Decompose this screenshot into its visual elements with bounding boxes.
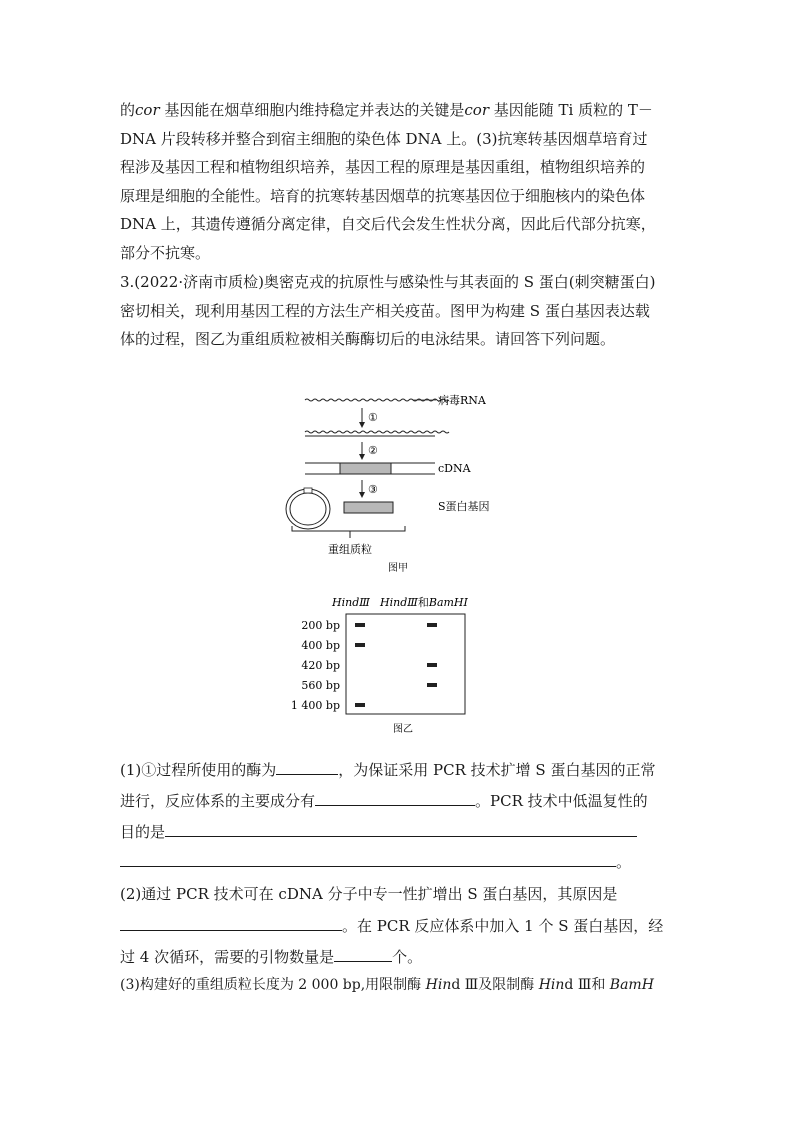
s-gene-segment-in-cdna [340,463,391,474]
lane-2-band-560bp [427,683,437,687]
q1-line-2 [120,789,648,811]
viral-rna-label: 病毒RNA [438,394,486,407]
lane-1-band-1400bp [355,703,365,707]
q1-enzyme-blank[interactable] [276,758,338,775]
step-3-marker: ③ [368,483,378,496]
q2-line-3 [120,945,422,967]
q1-text: 目的是 [120,823,166,841]
cor-gene-term: cor [135,101,160,119]
q2-text: 个。 [392,948,423,966]
q1-components-blank[interactable] [315,789,475,806]
lane-2-band-200bp [427,623,437,627]
hindiii-term: Hin [538,977,565,993]
figure-jia-caption: 图甲 [388,563,408,574]
q1-annealing-purpose-blank[interactable] [165,820,637,837]
paragraph-line-3: 程涉及基因工程和植物组织培养，基因工程的原理是基因重组，植物组织培养的 [120,158,646,177]
paragraph-line-1 [120,96,680,125]
cor-gene-term: cor [464,101,490,119]
q2-line-1 [120,883,617,904]
size-marker-labels [291,619,340,712]
paragraph-line-2: DNA 片段转移并整合到宿主细胞的染色体 DNA 上。(3)抗寒转基因烟草培育过 [120,129,648,148]
text-segment: 基因能随 Ti 质粒的 T－ [489,101,653,119]
bamh-term: BamH [609,977,654,993]
size-marker-label: 200 bp [301,619,340,632]
lane-2-header: HindⅢ和BamHⅠ [380,596,468,609]
q2-line-2 [120,914,663,936]
q1-line-3 [120,820,637,842]
arrow-head-icon [359,454,365,460]
question-3-stem [120,268,680,354]
q1-text: (1)①过程所使用的酶为 [120,761,277,779]
figure-yi-caption: 图乙 [393,724,413,735]
lane-1-band-400bp [355,643,365,647]
paragraph-line-4: 原理是细胞的全能性。培育的抗寒转基因烟草的抗寒基因位于细胞核内的染色体 [120,186,646,205]
hindiii-term: Hin [425,977,452,993]
q3-text: d Ⅲ和 [564,977,610,993]
question-stem-line-3: 体的过程，图乙为重组质粒被相关酶酶切后的电泳结果。请回答下列问题。 [120,330,616,349]
q1-text: ，为保证采用 PCR 技术扩增 S 蛋白基因的正常 [338,761,656,779]
text-segment: 的 [120,101,136,119]
paragraph-line-6: 部分不抗寒。 [120,243,211,262]
q2-primer-count-blank[interactable] [334,945,392,962]
figure-jia [270,388,550,578]
cdna-label: cDNA [438,462,471,475]
lane-1-header: HindⅢ [332,596,370,609]
figure-yi-electrophoresis [270,592,510,742]
answer-explanation-paragraph [120,96,680,268]
q1-text: 。PCR 技术中低温复性的 [475,792,648,810]
lane-1-band-200bp [355,623,365,627]
q3-text: (3)构建好的重组质粒长度为 2 000 bp,用限制酶 [120,977,426,993]
q2-text: 。在 PCR 反应体系中加入 1 个 S 蛋白基因，经 [342,917,664,935]
q1-text: 。 [616,853,632,871]
q1-annealing-purpose-blank-cont[interactable] [120,850,616,867]
arrow-head-icon [359,492,365,498]
q3-text: d Ⅲ及限制酶 [451,977,539,993]
q1-text: 进行，反应体系的主要成分有 [120,792,316,810]
question-stem-line-1: 3.(2022·济南市质检)奥密克戎的抗原性与感染性与其表面的 S 蛋白(刺突糖蛋白) [120,273,656,291]
rna-strand-hybrid [305,431,449,433]
arrow-head-icon [359,422,365,428]
text-segment: 基因能在烟草细胞内维持稳定并表达的关键是 [159,101,465,119]
plasmid-ring-outer [286,489,330,529]
gel-frame [346,614,465,714]
step-1-marker: ① [368,411,378,424]
q1-line-4 [120,850,631,872]
q2-reason-blank[interactable] [120,914,342,931]
sub-questions [120,752,680,1012]
recombinant-plasmid-label: 重组质粒 [328,543,372,556]
paragraph-line-5: DNA 上，其遗传遵循分离定律，自交后代会发生性状分离，因此后代部分抗寒， [120,215,656,234]
question-stem-line-2: 密切相关，现利用基因工程的方法生产相关疫苗。图甲为构建 S 蛋白基因表达载 [120,301,650,320]
s-gene-fragment [344,502,393,513]
plasmid-ring-inner [290,493,326,525]
s-gene-label: S蛋白基因 [438,500,490,513]
size-marker-label: 560 bp [301,679,340,692]
size-marker-label: 420 bp [301,659,340,672]
lane-2-band-420bp [427,663,437,667]
q2-text: (2)通过 PCR 技术可在 cDNA 分子中专一性扩增出 S 蛋白基因，其原因是 [120,885,618,903]
q1-line-1 [120,758,655,780]
plasmid-cut-site [304,488,312,493]
size-marker-label: 1 400 bp [290,699,340,712]
q3-line-1 [120,974,654,994]
step-2-marker: ② [368,444,378,457]
q2-text: 过 4 次循环，需要的引物数量是 [120,948,335,966]
size-marker-label: 400 bp [301,639,340,652]
